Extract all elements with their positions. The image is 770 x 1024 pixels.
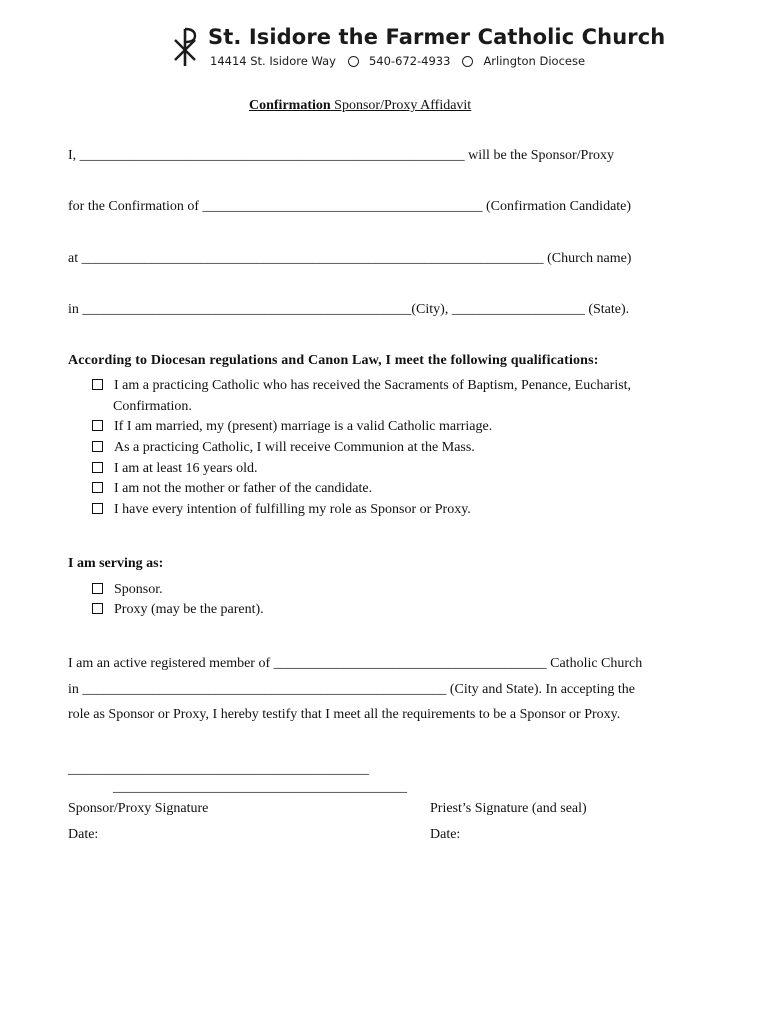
qualification-item[interactable]: I am not the mother or father of the candidate. [92, 481, 372, 497]
qualification-item[interactable]: I have every intention of fulfilling my role as Sponsor or Proxy. [92, 502, 471, 518]
sponsor-date-label: Date: [68, 827, 99, 842]
checkbox[interactable] [92, 482, 103, 493]
priest-date-label: Date: [430, 827, 461, 842]
qualification-item[interactable]: I am at least 16 years old. [92, 461, 257, 477]
bullet-icon [462, 56, 473, 67]
checkbox[interactable] [92, 379, 103, 390]
church-phone: 540-672-4933 [368, 54, 451, 68]
title-rest: Sponsor/Proxy Affidavit [330, 98, 472, 113]
chi-rho-icon [172, 26, 198, 68]
serving-option-proxy[interactable]: Proxy (may be the parent). [92, 602, 264, 618]
church-diocese: Arlington Diocese [483, 54, 586, 68]
document-title [249, 98, 471, 114]
qualification-item[interactable]: If I am married, my (present) marriage is a valid Catholic marriage. [92, 419, 492, 435]
checkbox[interactable] [92, 583, 103, 594]
checkbox[interactable] [92, 420, 103, 431]
serving-option-sponsor[interactable]: Sponsor. [92, 582, 163, 598]
qualification-item[interactable]: I am a practicing Catholic who has received the Sacraments of Baptism, Penance, Eucharist, [92, 378, 631, 394]
testimony-text: role as Sponsor or Proxy, I hereby testify that I meet all the requirements to be a Sponsor or Proxy. [68, 707, 621, 722]
checkbox[interactable] [92, 462, 103, 473]
membership-city-field[interactable]: in ____________________________________________________ (City and State). In accepting the [68, 682, 635, 697]
qualification-item-continuation: Confirmation. [113, 399, 192, 414]
candidate-name-field[interactable]: for the Confirmation of ________________________________________ (Confirmation Candidate) [68, 199, 632, 214]
sponsor-name-field[interactable]: I, _______________________________________________________ will be the Sponsor/Proxy [68, 148, 614, 163]
qualification-item[interactable]: As a practicing Catholic, I will receive Communion at the Mass. [92, 440, 475, 456]
church-name: St. Isidore the Farmer Catholic Church [208, 25, 666, 49]
sponsor-signature-label: Sponsor/Proxy Signature [68, 801, 209, 816]
church-name-field[interactable]: at __________________________________________________________________ (Church name) [68, 251, 632, 266]
bullet-icon [348, 56, 359, 67]
sponsor-signature-line[interactable]: ___________________________________________ [68, 762, 369, 777]
checkbox[interactable] [92, 503, 103, 514]
checkbox[interactable] [92, 441, 103, 452]
qualifications-heading: According to Diocesan regulations and Canon Law, I meet the following qualifications: [68, 353, 599, 368]
church-contact [210, 54, 585, 68]
priest-signature-line[interactable]: __________________________________________ [113, 780, 407, 795]
title-bold: Confirmation [249, 98, 331, 113]
checkbox[interactable] [92, 603, 103, 614]
city-state-field[interactable]: in _______________________________________________(City), ___________________ (State). [68, 302, 630, 317]
priest-signature-label: Priest’s Signature (and seal) [430, 801, 587, 816]
membership-church-field[interactable]: I am an active registered member of _______________________________________ Catholic Church [68, 656, 643, 671]
serving-heading: I am serving as: [68, 556, 164, 571]
church-address: 14414 St. Isidore Way [210, 54, 336, 68]
